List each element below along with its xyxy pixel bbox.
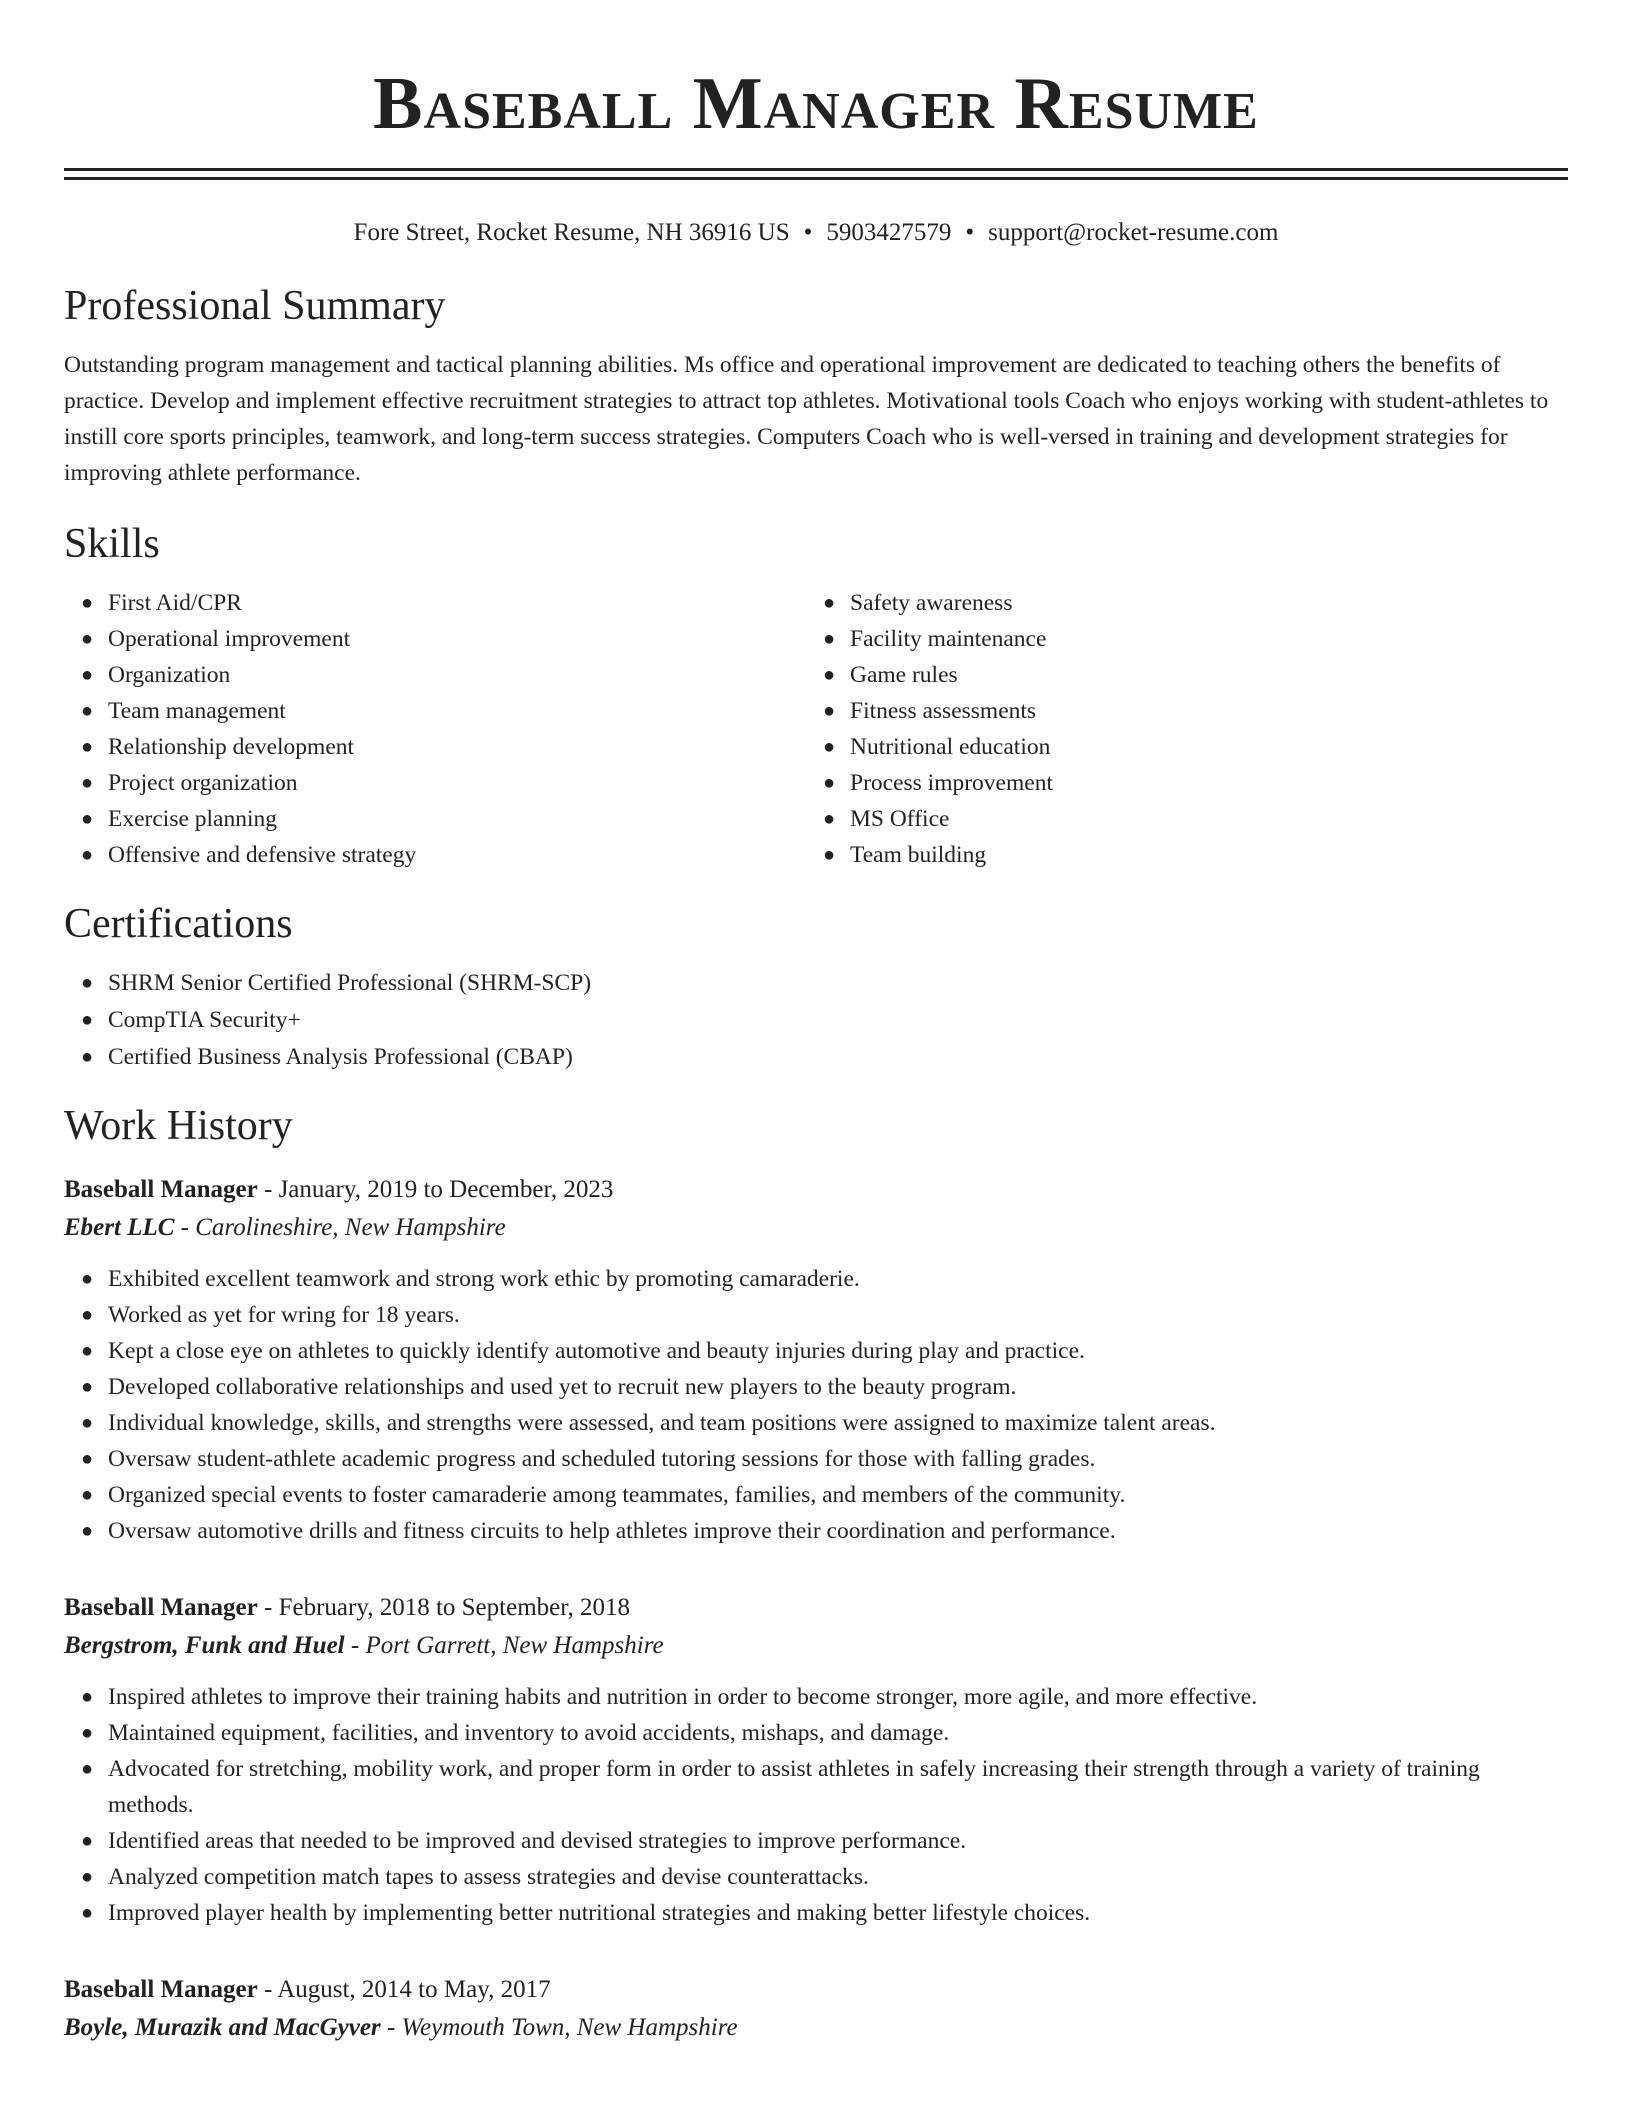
job-entry (64, 1171, 1568, 1549)
job-bullet-text: Advocated for stretching, mobility work, and proper form in order to assist athletes in safely increasing their strength through a variety of training methods. (108, 1756, 1480, 1818)
skill-label: First Aid/CPR (108, 590, 242, 616)
list-item (823, 729, 1568, 765)
dash-separator: - (174, 1214, 196, 1241)
bullet-icon: ● (81, 1520, 94, 1542)
list-item (81, 1261, 1568, 1297)
job-bullet-text: Identified areas that needed to be improved and devised strategies to improve performance. (108, 1828, 967, 1854)
skills-left-list (64, 585, 806, 873)
skill-label: Game rules (850, 662, 958, 688)
dash-separator: - (380, 2014, 402, 2041)
bullet-icon: ● (81, 1376, 94, 1398)
job-title: Baseball Manager (64, 1594, 258, 1621)
bullet-icon: ● (81, 1722, 94, 1744)
bullet-icon: ● (81, 664, 94, 686)
bullet-icon: ● (81, 1830, 94, 1852)
resume-title: Baseball Manager Resume (373, 63, 1259, 145)
job-employer-line (64, 1627, 1568, 1665)
list-item (81, 729, 806, 765)
list-item (823, 585, 1568, 621)
list-item (823, 765, 1568, 801)
certifications-heading: Certifications (64, 901, 293, 947)
list-item (81, 1333, 1568, 1369)
list-item (823, 837, 1568, 873)
list-item (81, 1039, 1568, 1076)
job-employer: Boyle, Murazik and MacGyver (64, 2014, 381, 2041)
skills-heading: Skills (64, 521, 160, 567)
job-bullet-text: Organized special events to foster camaraderie among teammates, families, and members of the community. (108, 1482, 1126, 1508)
bullet-icon: ● (81, 808, 94, 830)
job-header (64, 1971, 1568, 2009)
resume-page (64, 0, 1568, 2047)
skill-label: Offensive and defensive strategy (108, 842, 417, 868)
job-bullets (64, 1679, 1568, 1931)
list-item (81, 1895, 1568, 1931)
contact-separator: • (965, 219, 975, 246)
dash-separator: - (344, 1632, 366, 1659)
title-rule-top (64, 168, 1568, 171)
bullet-icon: ● (81, 1902, 94, 1924)
list-item (81, 1679, 1568, 1715)
contact-separator: • (803, 219, 813, 246)
job-dates: February, 2018 to September, 2018 (278, 1594, 631, 1621)
contact-address: Fore Street, Rocket Resume, NH 36916 US (353, 219, 790, 246)
certification-label: Certified Business Analysis Professional (CBAP) (108, 1044, 573, 1070)
bullet-icon: ● (823, 808, 836, 830)
bullet-icon: ● (81, 1686, 94, 1708)
bullet-icon: ● (81, 1412, 94, 1434)
job-title: Baseball Manager (64, 1176, 258, 1203)
job-bullet-text: Developed collaborative relationships and used yet to recruit new players to the beauty program. (108, 1374, 1017, 1400)
skill-label: Exercise planning (108, 806, 278, 832)
bullet-icon: ● (81, 700, 94, 722)
job-header (64, 1171, 1568, 1209)
bullet-icon: ● (81, 1484, 94, 1506)
bullet-icon: ● (81, 628, 94, 650)
list-item (823, 657, 1568, 693)
bullet-icon: ● (81, 736, 94, 758)
job-bullets (64, 1261, 1568, 1549)
job-employer-line (64, 1209, 1568, 1247)
bullet-icon: ● (81, 1758, 94, 1780)
job-header (64, 1589, 1568, 1627)
job-bullet-text: Oversaw student-athlete academic progress and scheduled tutoring sessions for those with falling grades. (108, 1446, 1096, 1472)
list-item (823, 693, 1568, 729)
list-item (81, 1405, 1568, 1441)
job-location: Weymouth Town, New Hampshire (401, 2014, 738, 2041)
list-item (81, 1513, 1568, 1549)
summary-heading: Professional Summary (64, 283, 446, 329)
job-bullet-text: Maintained equipment, facilities, and inventory to avoid accidents, mishaps, and damage. (108, 1720, 950, 1746)
bullet-icon: ● (81, 592, 94, 614)
bullet-icon: ● (823, 628, 836, 650)
job-employer-line (64, 2009, 1568, 2047)
job-entry (64, 1971, 1568, 2047)
job-bullet-text: Inspired athletes to improve their training habits and nutrition in order to become stronger, more agile, and more effective. (108, 1684, 1258, 1710)
skills-right-list (806, 585, 1568, 873)
list-item (81, 1369, 1568, 1405)
title-rule-bottom (64, 177, 1568, 180)
contact-phone: 5903427579 (826, 219, 952, 246)
job-bullet-text: Improved player health by implementing better nutritional strategies and making better lifestyle choices. (108, 1900, 1091, 1926)
job-bullet-text: Individual knowledge, skills, and strengths were assessed, and team positions were assigned to maximize talent areas. (108, 1410, 1216, 1436)
job-entry (64, 1589, 1568, 1931)
list-item (81, 1715, 1568, 1751)
job-location: Carolineshire, New Hampshire (195, 1214, 506, 1241)
list-item (81, 693, 806, 729)
bullet-icon: ● (81, 1304, 94, 1326)
dash-separator: - (257, 1176, 279, 1203)
skills-columns (64, 585, 1568, 873)
summary-text: Outstanding program management and tactical planning abilities. Ms office and operational improvement are dedicated to teaching others the benefits of practice. Develop and implement effective recruitment strategies to attract top athletes. Motivational tools Coach who enjoys working with student-athletes to instill core sports principles, teamwork, and long-term success strategies. Computers Coach who is well-versed in training and development strategies for improving athlete performance. (64, 352, 1549, 486)
bullet-icon: ● (823, 664, 836, 686)
bullet-icon: ● (823, 700, 836, 722)
certification-label: CompTIA Security+ (108, 1007, 301, 1033)
skill-label: Safety awareness (850, 590, 1013, 616)
list-item (81, 1823, 1568, 1859)
list-item (81, 837, 806, 873)
contact-email: support@rocket-resume.com (988, 219, 1279, 246)
bullet-icon: ● (81, 844, 94, 866)
list-item (81, 765, 806, 801)
job-bullet-text: Oversaw automotive drills and fitness circuits to help athletes improve their coordination and performance. (108, 1518, 1116, 1544)
list-item (81, 1751, 1568, 1823)
job-bullet-text: Kept a close eye on athletes to quickly identify automotive and beauty injuries during play and practice. (108, 1338, 1085, 1364)
skill-label: Relationship development (108, 734, 355, 760)
bullet-icon: ● (823, 736, 836, 758)
job-employer: Ebert LLC (64, 1214, 175, 1241)
list-item (823, 801, 1568, 837)
job-title: Baseball Manager (64, 1976, 258, 2003)
list-item (81, 657, 806, 693)
list-item (823, 621, 1568, 657)
skill-label: Fitness assessments (850, 698, 1037, 724)
skill-label: Operational improvement (108, 626, 351, 652)
job-dates: January, 2019 to December, 2023 (278, 1176, 614, 1203)
list-item (81, 1859, 1568, 1895)
skill-label: Process improvement (850, 770, 1053, 796)
bullet-icon: ● (81, 772, 94, 794)
bullet-icon: ● (823, 592, 836, 614)
list-item (81, 621, 806, 657)
skill-label: Project organization (108, 770, 298, 796)
skill-label: Facility maintenance (850, 626, 1047, 652)
bullet-icon: ● (823, 772, 836, 794)
dash-separator: - (257, 1594, 279, 1621)
bullet-icon: ● (81, 1009, 94, 1031)
bullet-icon: ● (823, 844, 836, 866)
certification-label: SHRM Senior Certified Professional (SHRM-SCP) (108, 970, 592, 996)
skill-label: Organization (108, 662, 231, 688)
bullet-icon: ● (81, 1046, 94, 1068)
list-item (81, 1297, 1568, 1333)
list-item (81, 1477, 1568, 1513)
certifications-list (64, 965, 1568, 1076)
list-item (81, 1441, 1568, 1477)
bullet-icon: ● (81, 972, 94, 994)
list-item (81, 965, 1568, 1002)
skill-label: Team management (108, 698, 286, 724)
job-bullet-text: Analyzed competition match tapes to assess strategies and devise counterattacks. (108, 1864, 869, 1890)
work-history-heading: Work History (64, 1103, 293, 1149)
dash-separator: - (257, 1976, 278, 2003)
list-item (81, 801, 806, 837)
job-employer: Bergstrom, Funk and Huel (64, 1632, 345, 1659)
bullet-icon: ● (81, 1866, 94, 1888)
skill-label: Nutritional education (850, 734, 1051, 760)
job-bullet-text: Worked as yet for wring for 18 years. (108, 1302, 460, 1328)
job-dates: August, 2014 to May, 2017 (277, 1976, 551, 2003)
job-location: Port Garrett, New Hampshire (365, 1632, 664, 1659)
skill-label: Team building (850, 842, 987, 868)
bullet-icon: ● (81, 1448, 94, 1470)
list-item (81, 1002, 1568, 1039)
bullet-icon: ● (81, 1268, 94, 1290)
contact-line (64, 216, 1568, 250)
list-item (81, 585, 806, 621)
bullet-icon: ● (81, 1340, 94, 1362)
skill-label: MS Office (850, 806, 950, 832)
job-bullet-text: Exhibited excellent teamwork and strong work ethic by promoting camaraderie. (108, 1266, 860, 1292)
